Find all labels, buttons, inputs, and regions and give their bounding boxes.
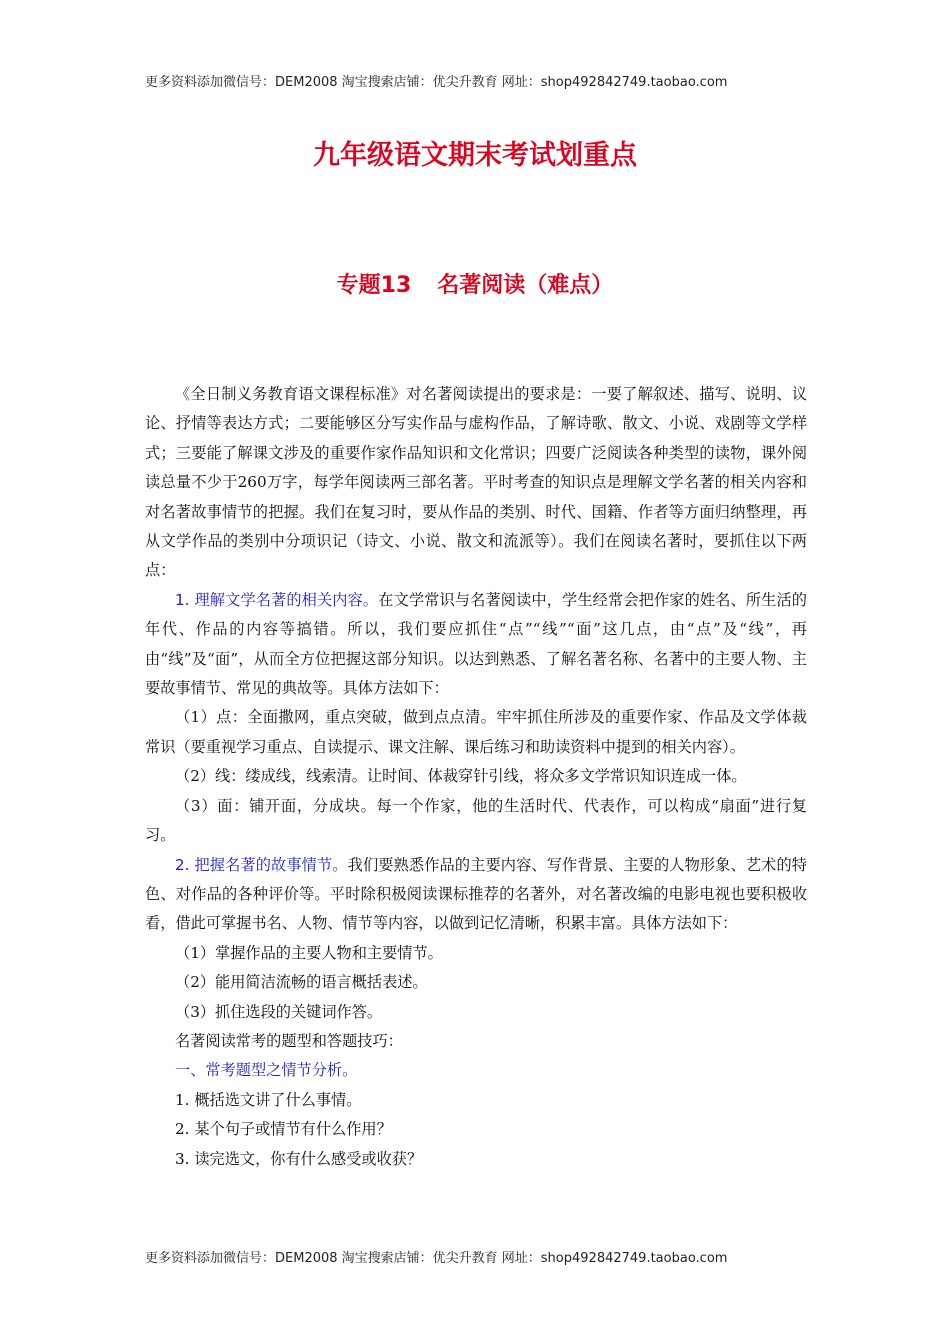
section1-item-3: 3. 读完选文，你有什么感受或收获？ xyxy=(175,1149,423,1168)
document-body xyxy=(145,380,807,1174)
point1-heading: 1. 理解文学名著的相关内容。 xyxy=(175,590,379,609)
point2-text: 我们要熟悉作品的主要内容、写作背景、主要的人物形象、艺术的特色、对作品的各种评价等。平时除积极阅读课标推荐的名著外，对名著改编的电影电视也要积极收看，借此可掌握书名、人物、情节等内容，以做到记忆清晰，积累丰富。具体方法如下： xyxy=(145,855,807,933)
topic-subtitle xyxy=(0,268,950,299)
point2-item-1: （1）掌握作品的主要人物和主要情节。 xyxy=(175,943,443,962)
point1-item-2: （2）线：缕成线，线索清。让时间、体裁穿针引线，将众多文学常识知识连成一体。 xyxy=(175,767,747,786)
point1-text: 在文学常识与名著阅读中，学生经常会把作家的姓名、所生活的年代、作品的内容等搞错。所以，我们要应抓住“点”“线”“面”这几点，由“点”及“线”，再由“线”及“面”，从而全方位把握这部分知识。以达到熟悉、了解名著名称、名著中的主要人物、主要故事情节、常见的典故等。具体方法如下： xyxy=(145,590,807,698)
point2-paragraph xyxy=(145,851,807,939)
point2-item-3: （3）抓住选段的关键词作答。 xyxy=(175,1002,383,1021)
page-header: 更多资料添加微信号：DEM2008 淘宝搜索店铺：优尖升教育 网址：shop492842749.taobao.com xyxy=(145,75,728,90)
intro-paragraph: 《全日制义务教育语文课程标准》对名著阅读提出的要求是：一要了解叙述、描写、说明、议论、抒情等表达方式；二要能够区分写实作品与虚构作品，了解诗歌、散文、小说、戏剧等文学样式；三要能了解课文涉及的重要作家作品知识和文化常识；四要广泛阅读各种类型的读物，课外阅读总量不少于260万字，每学年阅读两三部名著。平时考查的知识点是理解文学名著的相关内容和对名著故事情节的把握。我们在复习时，要从作品的类别、时代、国籍、作者等方面归纳整理，再从文学作品的类别中分项识记（诗文、小说、散文和流派等）。我们在阅读名著时，要抓住以下两点： xyxy=(145,385,807,580)
section1-item-1: 1. 概括选文讲了什么事情。 xyxy=(175,1090,362,1109)
topic-name: 名著阅读（难点） xyxy=(437,273,614,298)
point1-item-1: （1）点：全面撒网，重点突破，做到点点清。牢牢抓住所涉及的重要作家、作品及文学体裁常识（要重视学习重点、自读提示、课文注解、课后练习和助读资料中提到的相关内容）。 xyxy=(145,708,807,756)
point1-item-3: （3）面：铺开面，分成块。每一个作家，他的生活时代、代表作，可以构成“扇面”进行复习。 xyxy=(145,796,807,845)
topic-number: 专题13 xyxy=(336,273,412,298)
point2-heading: 2. 把握名著的故事情节。 xyxy=(175,855,348,874)
document-title: 九年级语文期末考试划重点 xyxy=(313,140,637,171)
section1-heading: 一、常考题型之情节分析。 xyxy=(175,1061,358,1080)
point1-paragraph xyxy=(145,586,807,704)
point2-item-2: （2）能用简洁流畅的语言概括表述。 xyxy=(175,973,428,992)
page-footer: 更多资料添加微信号：DEM2008 淘宝搜索店铺：优尖升教育 网址：shop492842749.taobao.com xyxy=(145,1251,728,1266)
section1-item-2: 2. 某个句子或情节有什么作用？ xyxy=(175,1120,392,1139)
tips-intro: 名著阅读常考的题型和答题技巧： xyxy=(175,1031,403,1050)
